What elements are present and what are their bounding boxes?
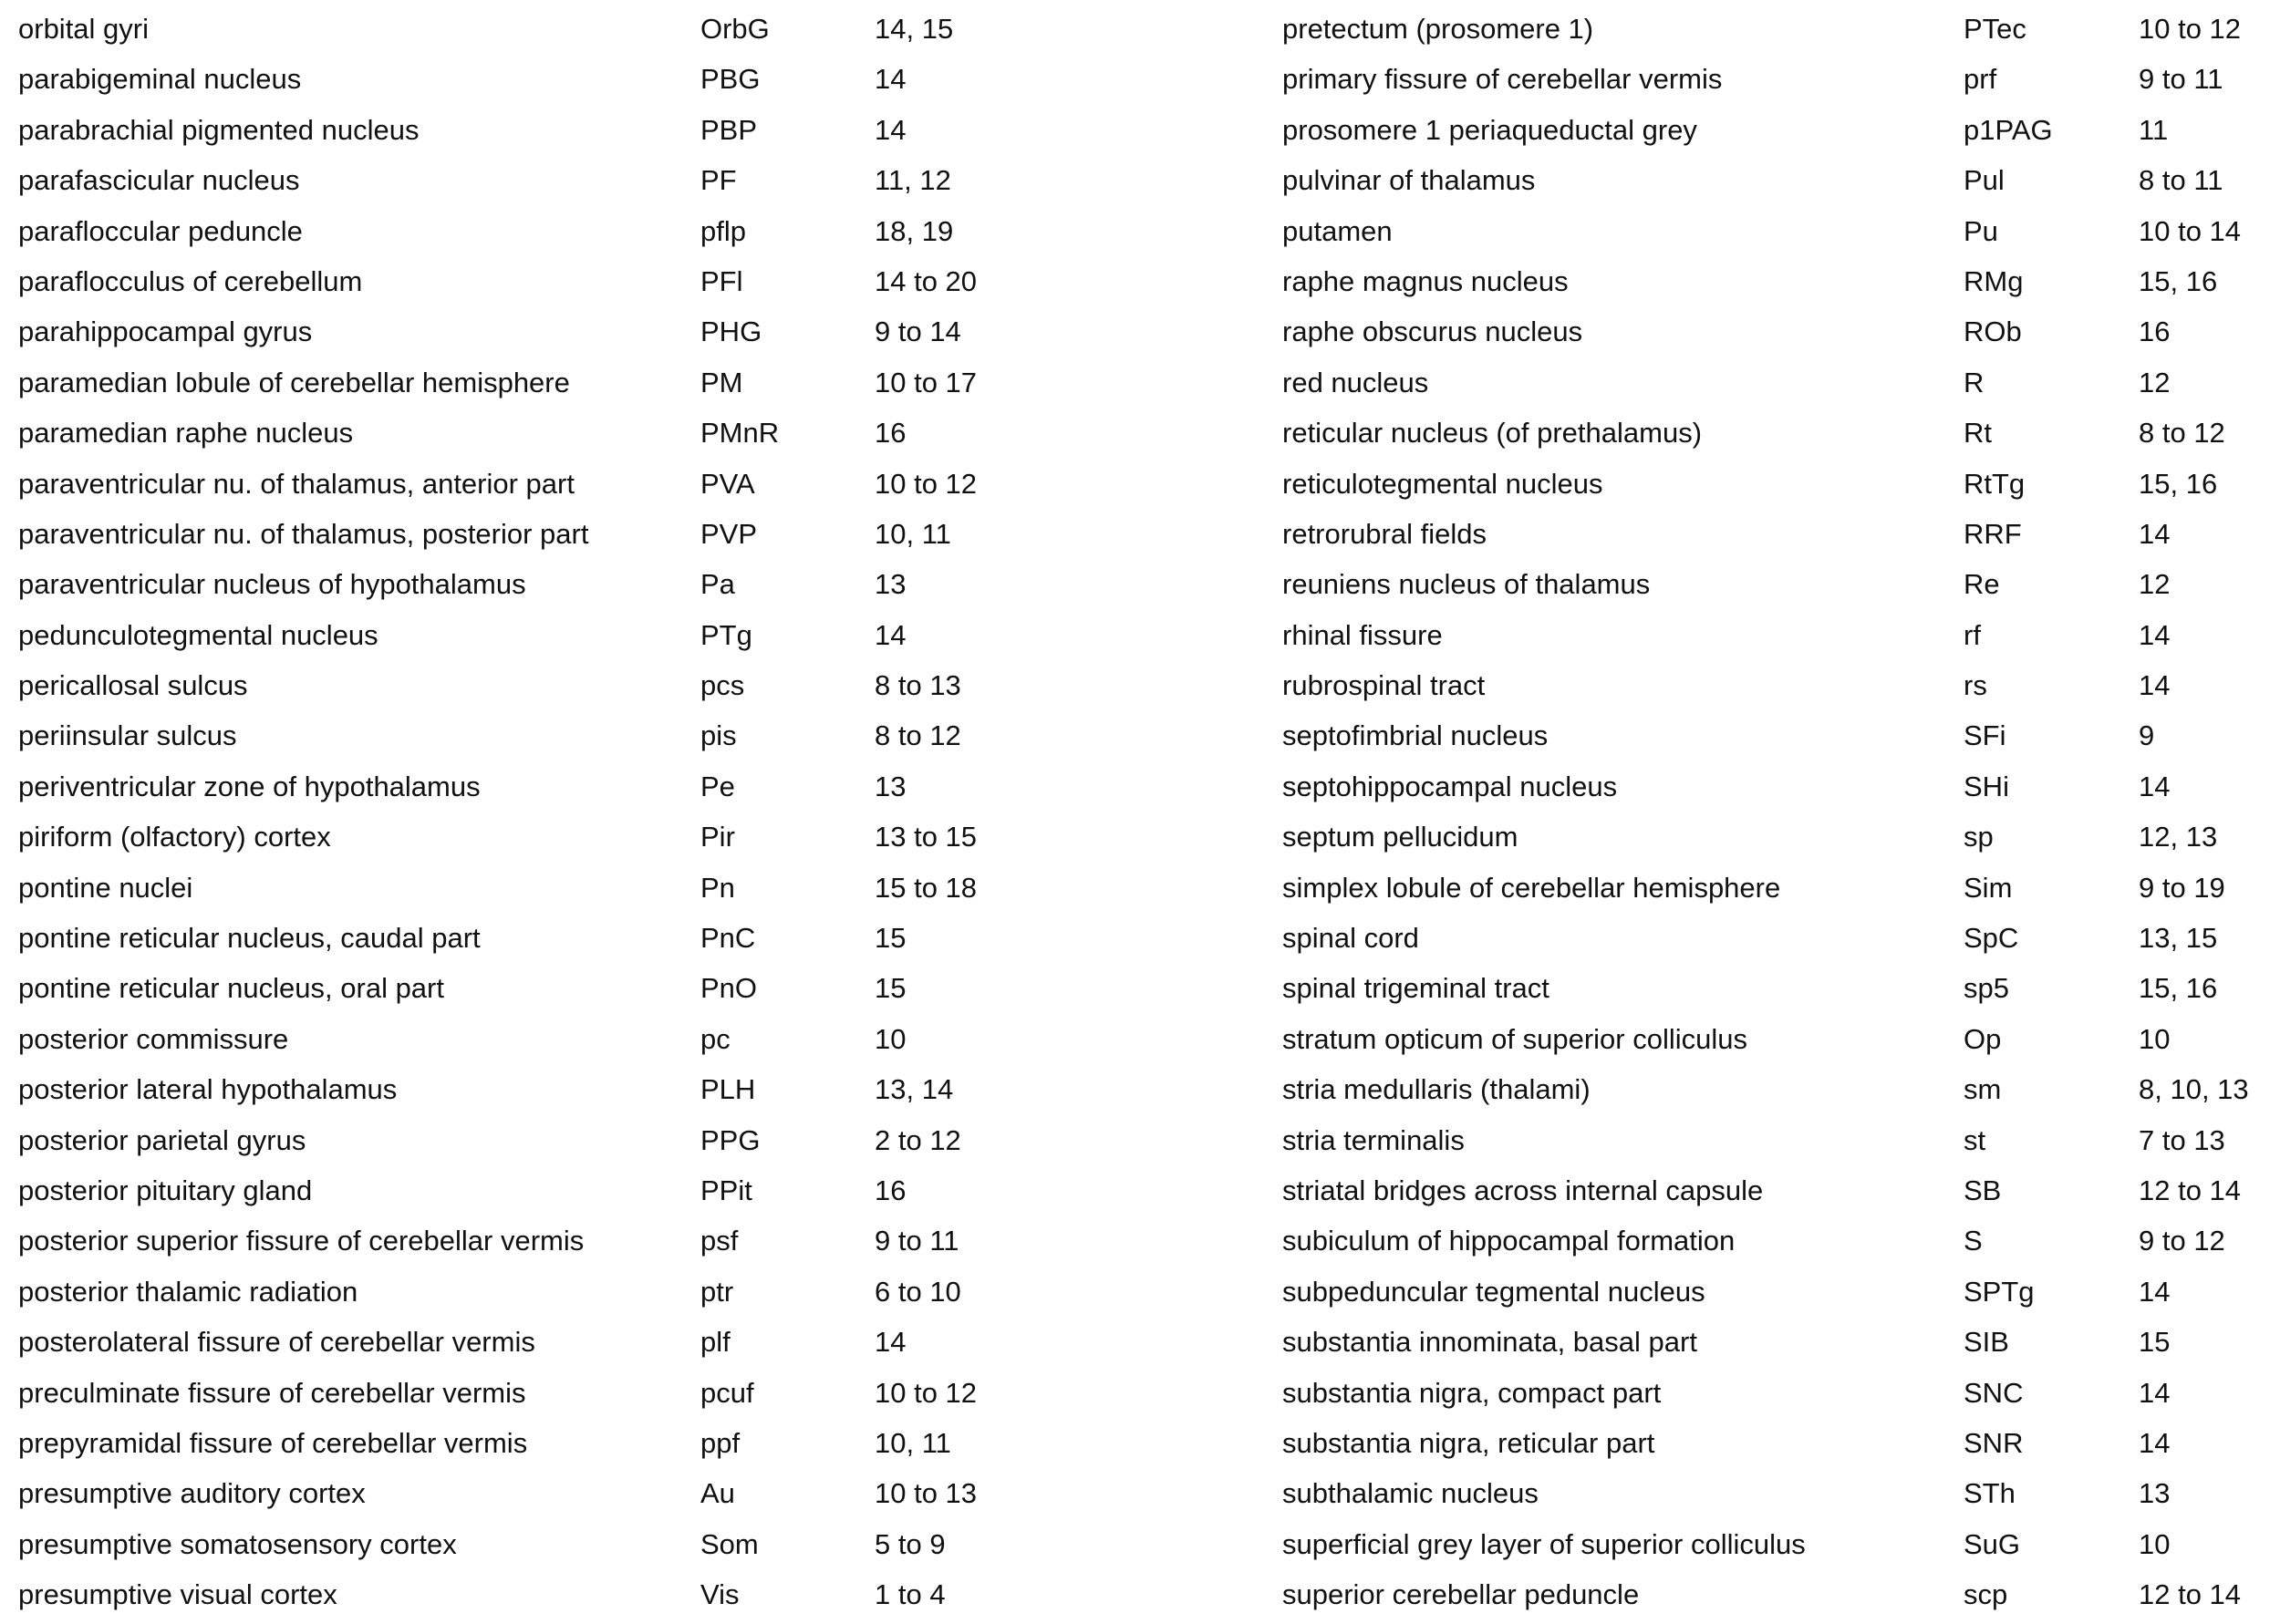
table-row: [18, 614, 1259, 664]
abbreviation: Op: [1964, 1022, 2002, 1055]
table-row: [1282, 1472, 2276, 1522]
sections: 10 to 17: [875, 366, 978, 398]
structure-name: presumptive somatosensory cortex: [18, 1527, 457, 1560]
sections: 13, 15: [2139, 922, 2218, 955]
table-row: [1282, 260, 2276, 310]
table-row: [1282, 361, 2276, 411]
sections: 5 to 9: [875, 1527, 946, 1560]
structure-name: simplex lobule of cerebellar hemisphere: [1282, 871, 1781, 904]
structure-name: paraventricular nu. of thalamus, anterior part: [18, 467, 575, 500]
structure-name: reuniens nucleus of thalamus: [1282, 568, 1651, 601]
sections: 11: [2139, 113, 2169, 146]
left-column: [18, 7, 1259, 1624]
table-row: [18, 1320, 1259, 1371]
sections: 18, 19: [875, 214, 954, 247]
structure-name: periventricular zone of hypothalamus: [18, 770, 481, 802]
sections: 10 to 12: [875, 1376, 978, 1409]
abbreviation: PTg: [700, 618, 752, 651]
structure-name: red nucleus: [1282, 366, 1429, 398]
table-row: [18, 109, 1259, 159]
abbreviation: PFl: [700, 264, 743, 297]
abbreviation: rs: [1964, 669, 1987, 702]
table-row: [1282, 1422, 2276, 1472]
abbreviation: psf: [700, 1225, 739, 1257]
sections: 13: [875, 770, 907, 802]
sections: 15, 16: [2139, 467, 2218, 500]
abbreviation: ppf: [700, 1426, 741, 1459]
abbreviation: Sim: [1964, 871, 2013, 904]
sections: 15: [2139, 1326, 2171, 1359]
structure-name: subthalamic nucleus: [1282, 1477, 1539, 1510]
structure-name: pulvinar of thalamus: [1282, 164, 1536, 197]
structure-name: superior cerebellar peduncle: [1282, 1578, 1640, 1611]
abbreviation: PVA: [700, 467, 755, 500]
abbreviation: sp5: [1964, 972, 2009, 1005]
table-row: [18, 664, 1259, 714]
table-row: [18, 866, 1259, 916]
structure-name: pontine reticular nucleus, oral part: [18, 972, 444, 1005]
table-row: [1282, 1219, 2276, 1269]
table-row: [18, 1371, 1259, 1422]
structure-name: parahippocampal gyrus: [18, 315, 313, 348]
abbreviation: Pa: [700, 568, 735, 601]
structure-name: subiculum of hippocampal formation: [1282, 1225, 1736, 1257]
sections: 1 to 4: [875, 1578, 946, 1611]
table-row: [1282, 1573, 2276, 1623]
sections: 14: [875, 1326, 907, 1359]
abbreviation: R: [1964, 366, 1985, 398]
structure-name: pedunculotegmental nucleus: [18, 618, 378, 651]
structure-name: parabigeminal nucleus: [18, 63, 302, 96]
structure-name: paraventricular nu. of thalamus, posterior part: [18, 517, 589, 550]
table-row: [1282, 7, 2276, 57]
table-row: [1282, 1371, 2276, 1422]
abbreviation: Rt: [1964, 417, 1992, 450]
structure-name: putamen: [1282, 214, 1393, 247]
structure-name: prosomere 1 periaqueductal grey: [1282, 113, 1697, 146]
structure-name: spinal cord: [1282, 922, 1419, 955]
table-row: [1282, 563, 2276, 613]
sections: 8 to 12: [2139, 417, 2225, 450]
sections: 8 to 12: [875, 719, 961, 752]
table-row: [1282, 916, 2276, 967]
abbreviation: STh: [1964, 1477, 2016, 1510]
table-row: [18, 159, 1259, 209]
structure-name: pontine nuclei: [18, 871, 193, 904]
sections: 9 to 11: [875, 1225, 959, 1257]
table-row: [18, 260, 1259, 310]
structure-name: superficial grey layer of superior colliculus: [1282, 1527, 1806, 1560]
abbreviation: SpC: [1964, 922, 2019, 955]
table-row: [1282, 462, 2276, 512]
sections: 14: [2139, 1275, 2171, 1308]
table-row: [18, 57, 1259, 108]
structure-name: presumptive visual cortex: [18, 1578, 337, 1611]
abbreviation: prf: [1964, 63, 1997, 96]
sections: 9 to 19: [2139, 871, 2225, 904]
table-row: [18, 462, 1259, 512]
sections: 10 to 12: [2139, 13, 2242, 45]
structure-name: periinsular sulcus: [18, 719, 237, 752]
sections: 14: [2139, 669, 2171, 702]
structure-name: paraventricular nucleus of hypothalamus: [18, 568, 526, 601]
abbreviation: PTec: [1964, 13, 2026, 45]
sections: 9 to 11: [2139, 63, 2223, 96]
structure-name: prepyramidal fissure of cerebellar vermis: [18, 1426, 528, 1459]
sections: 14: [875, 113, 907, 146]
sections: 14: [875, 618, 907, 651]
sections: 13 to 15: [875, 821, 978, 853]
sections: 8, 10, 13: [2139, 1073, 2249, 1106]
structure-name: pontine reticular nucleus, caudal part: [18, 922, 481, 955]
structure-name: parafascicular nucleus: [18, 164, 300, 197]
table-row: [18, 1169, 1259, 1219]
structure-name: retrorubral fields: [1282, 517, 1487, 550]
table-row: [18, 765, 1259, 815]
table-row: [18, 7, 1259, 57]
abbreviation: Pn: [700, 871, 735, 904]
sections: 2 to 12: [875, 1123, 961, 1156]
structure-name: parafloccular peduncle: [18, 214, 303, 247]
abbreviation: SIB: [1964, 1326, 2009, 1359]
abbreviation: SB: [1964, 1174, 2002, 1206]
table-row: [1282, 1119, 2276, 1169]
abbreviation: SuG: [1964, 1527, 2021, 1560]
structure-name: septofimbrial nucleus: [1282, 719, 1549, 752]
structure-name: raphe magnus nucleus: [1282, 264, 1569, 297]
abbreviation: pc: [700, 1022, 731, 1055]
abbreviation: ROb: [1964, 315, 2022, 348]
structure-name: stratum opticum of superior colliculus: [1282, 1022, 1747, 1055]
table-row: [1282, 1068, 2276, 1118]
table-row: [1282, 1270, 2276, 1320]
sections: 10, 11: [875, 1426, 951, 1459]
sections: 15, 16: [2139, 972, 2218, 1005]
sections: 13: [2139, 1477, 2171, 1510]
structure-name: paramedian raphe nucleus: [18, 417, 354, 450]
abbreviation: S: [1964, 1225, 1983, 1257]
structure-name: posterior pituitary gland: [18, 1174, 313, 1206]
sections: 6 to 10: [875, 1275, 961, 1308]
structure-name: substantia innominata, basal part: [1282, 1326, 1697, 1359]
structure-name: spinal trigeminal tract: [1282, 972, 1549, 1005]
abbreviation: SHi: [1964, 770, 2009, 802]
abbreviation: Pir: [700, 821, 735, 853]
sections: 12, 13: [2139, 821, 2218, 853]
sections: 14: [2139, 517, 2171, 550]
abbreviation: scp: [1964, 1578, 2008, 1611]
sections: 12 to 14: [2139, 1578, 2242, 1611]
table-row: [18, 1523, 1259, 1573]
structure-name: presumptive auditory cortex: [18, 1477, 366, 1510]
table-row: [18, 563, 1259, 613]
sections: 10 to 14: [2139, 214, 2242, 247]
structure-name: posterior parietal gyrus: [18, 1123, 306, 1156]
abbreviation: PLH: [700, 1073, 756, 1106]
abbreviation: pis: [700, 719, 737, 752]
table-row: [1282, 866, 2276, 916]
sections: 10: [2139, 1527, 2171, 1560]
structure-name: rubrospinal tract: [1282, 669, 1486, 702]
structure-name: pretectum (prosomere 1): [1282, 13, 1594, 45]
abbreviation: PHG: [700, 315, 762, 348]
abbreviation: Som: [700, 1527, 759, 1560]
structure-name: substantia nigra, compact part: [1282, 1376, 1662, 1409]
abbreviation: p1PAG: [1964, 113, 2053, 146]
sections: 14: [875, 63, 907, 96]
structure-name: septum pellucidum: [1282, 821, 1518, 853]
sections: 16: [2139, 315, 2171, 348]
structure-name: primary fissure of cerebellar vermis: [1282, 63, 1723, 96]
abbreviation: SPTg: [1964, 1275, 2035, 1308]
table-row: [18, 1068, 1259, 1118]
table-row: [18, 210, 1259, 260]
table-row: [1282, 411, 2276, 461]
abbreviation: Pul: [1964, 164, 2005, 197]
sections: 15 to 18: [875, 871, 978, 904]
table-row: [18, 310, 1259, 360]
sections: 15: [875, 972, 907, 1005]
table-row: [18, 1472, 1259, 1522]
sections: 9 to 12: [2139, 1225, 2225, 1257]
table-row: [1282, 1320, 2276, 1371]
abbreviation: PBP: [700, 113, 758, 146]
sections: 15, 16: [2139, 264, 2218, 297]
abbreviation: pcuf: [700, 1376, 754, 1409]
sections: 10: [2139, 1022, 2171, 1055]
table-row: [1282, 714, 2276, 764]
table-row: [1282, 210, 2276, 260]
table-row: [1282, 1018, 2276, 1068]
abbreviation: OrbG: [700, 13, 770, 45]
table-row: [1282, 1169, 2276, 1219]
table-row: [1282, 109, 2276, 159]
structure-name: posterolateral fissure of cerebellar vermis: [18, 1326, 535, 1359]
sections: 16: [875, 1174, 907, 1206]
sections: 10 to 12: [875, 467, 978, 500]
abbreviation: PM: [700, 366, 743, 398]
sections: 10: [875, 1022, 907, 1055]
sections: 12: [2139, 568, 2171, 601]
sections: 8 to 13: [875, 669, 961, 702]
sections: 12: [2139, 366, 2171, 398]
abbreviation: SNR: [1964, 1426, 2024, 1459]
structure-name: reticulotegmental nucleus: [1282, 467, 1603, 500]
structure-name: paraflocculus of cerebellum: [18, 264, 363, 297]
table-row: [18, 411, 1259, 461]
abbreviation: SFi: [1964, 719, 2006, 752]
right-column: [1282, 7, 2276, 1624]
sections: 11, 12: [875, 164, 951, 197]
table-row: [18, 512, 1259, 563]
abbreviation: sm: [1964, 1073, 2002, 1106]
sections: 10 to 13: [875, 1477, 978, 1510]
table-row: [1282, 159, 2276, 209]
abbreviation: PVP: [700, 517, 758, 550]
abbreviation: pflp: [700, 214, 746, 247]
structure-name: subpeduncular tegmental nucleus: [1282, 1275, 1705, 1308]
table-row: [18, 1018, 1259, 1068]
abbreviation: Re: [1964, 568, 2000, 601]
sections: 14 to 20: [875, 264, 978, 297]
sections: 14, 15: [875, 13, 954, 45]
structure-name: parabrachial pigmented nucleus: [18, 113, 420, 146]
abbreviation: Vis: [700, 1578, 740, 1611]
abbreviation: st: [1964, 1123, 1986, 1156]
abbreviation: Pu: [1964, 214, 1998, 247]
table-row: [18, 361, 1259, 411]
abbreviation: PnO: [700, 972, 758, 1005]
structure-name: rhinal fissure: [1282, 618, 1443, 651]
sections: 13, 14: [875, 1073, 954, 1106]
table-row: [18, 967, 1259, 1017]
table-row: [18, 916, 1259, 967]
structure-name: raphe obscurus nucleus: [1282, 315, 1583, 348]
abbreviation: RMg: [1964, 264, 2024, 297]
structure-name: reticular nucleus (of prethalamus): [1282, 417, 1703, 450]
table-row: [1282, 664, 2276, 714]
structure-name: piriform (olfactory) cortex: [18, 821, 331, 853]
abbreviation: PBG: [700, 63, 761, 96]
table-row: [18, 1119, 1259, 1169]
sections: 14: [2139, 618, 2171, 651]
table-row: [1282, 1523, 2276, 1573]
table-row: [18, 1573, 1259, 1623]
table-row: [1282, 815, 2276, 865]
abbreviation: PnC: [700, 922, 756, 955]
abbreviation: pcs: [700, 669, 745, 702]
sections: 8 to 11: [2139, 164, 2223, 197]
abbreviation: rf: [1964, 618, 1981, 651]
sections: 10, 11: [875, 517, 951, 550]
sections: 14: [2139, 1376, 2171, 1409]
abbreviation: ptr: [700, 1275, 734, 1308]
structure-name: septohippocampal nucleus: [1282, 770, 1618, 802]
abbreviation: plf: [700, 1326, 731, 1359]
abbreviation: PPG: [700, 1123, 761, 1156]
structure-name: stria terminalis: [1282, 1123, 1465, 1156]
table-row: [18, 815, 1259, 865]
table-row: [1282, 765, 2276, 815]
structure-name: posterior commissure: [18, 1022, 289, 1055]
abbreviation: sp: [1964, 821, 1994, 853]
table-row: [1282, 512, 2276, 563]
table-row: [18, 1422, 1259, 1472]
abbreviation: SNC: [1964, 1376, 2024, 1409]
abbreviation: PPit: [700, 1174, 752, 1206]
sections: 16: [875, 417, 907, 450]
structure-name: striatal bridges across internal capsule: [1282, 1174, 1764, 1206]
abbreviation: PF: [700, 164, 737, 197]
structure-name: pericallosal sulcus: [18, 669, 248, 702]
abbreviation: RtTg: [1964, 467, 2026, 500]
table-row: [1282, 310, 2276, 360]
sections: 14: [2139, 770, 2171, 802]
table-row: [1282, 967, 2276, 1017]
structure-name: paramedian lobule of cerebellar hemisphere: [18, 366, 570, 398]
structure-name: substantia nigra, reticular part: [1282, 1426, 1655, 1459]
sections: 7 to 13: [2139, 1123, 2225, 1156]
sections: 13: [875, 568, 907, 601]
structure-name: posterior superior fissure of cerebellar vermis: [18, 1225, 585, 1257]
structure-name: posterior thalamic radiation: [18, 1275, 358, 1308]
table-row: [18, 714, 1259, 764]
table-row: [18, 1219, 1259, 1269]
structure-name: orbital gyri: [18, 13, 149, 45]
sections: 14: [2139, 1426, 2171, 1459]
structure-name: stria medullaris (thalami): [1282, 1073, 1591, 1106]
sections: 12 to 14: [2139, 1174, 2242, 1206]
table-row: [1282, 57, 2276, 108]
abbreviation: PMnR: [700, 417, 780, 450]
table-row: [18, 1270, 1259, 1320]
structure-name: preculminate fissure of cerebellar vermis: [18, 1376, 526, 1409]
table-row: [1282, 614, 2276, 664]
sections: 9: [2139, 719, 2155, 752]
abbreviation: RRF: [1964, 517, 2022, 550]
sections: 15: [875, 922, 907, 955]
abbreviation: Pe: [700, 770, 735, 802]
abbreviation: Au: [700, 1477, 735, 1510]
sections: 9 to 14: [875, 315, 961, 348]
structure-name: posterior lateral hypothalamus: [18, 1073, 398, 1106]
